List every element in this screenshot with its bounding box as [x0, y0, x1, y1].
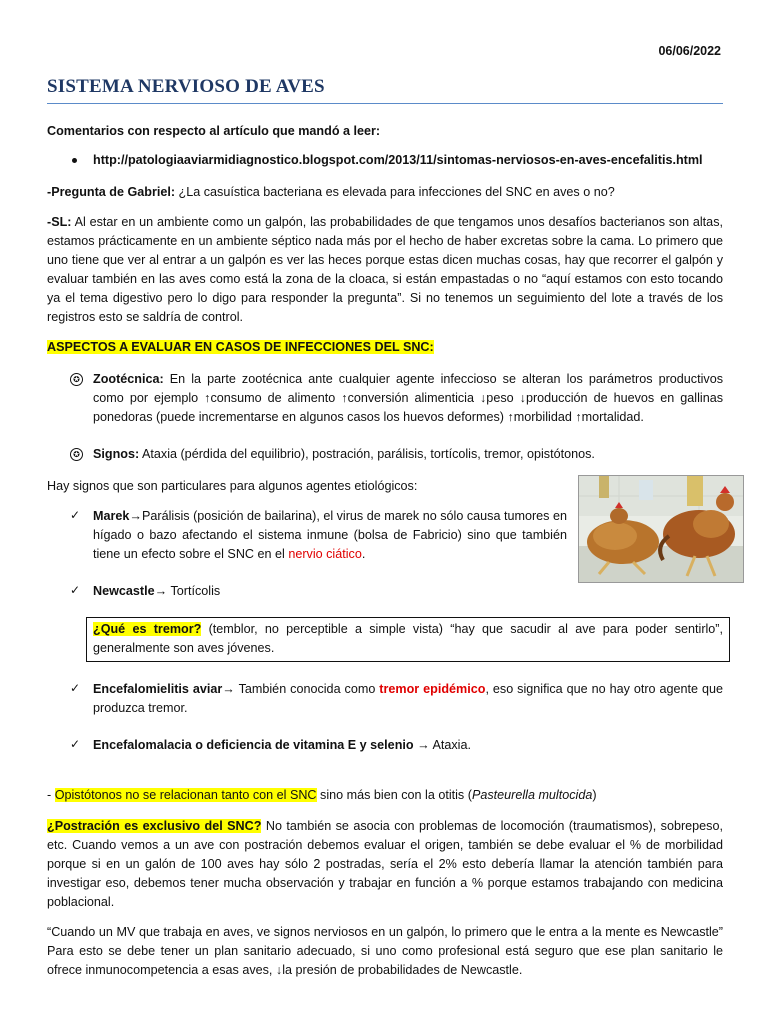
comments-heading: Comentarios con respecto al artículo que mandó a leer:: [47, 124, 381, 138]
signos-item: [93, 445, 723, 464]
pasteurella-term: Pasteurella multocida: [471, 788, 593, 802]
newcastle-text: Tortícolis: [167, 584, 221, 598]
chickens-photo: [578, 475, 744, 583]
checkmark-icon: ✓: [70, 508, 81, 522]
signos-text: Ataxia (pérdida del equilibrio), postración, parálisis, tortícolis, tremor, opistótonos.: [139, 447, 595, 461]
marek-text: Parálisis (posición de bailarina), el virus de marek no sólo causa tumores en hígado o bazo afectando el sistema inmune (bolsa de Fabricio) sino que también tiene un efecto sobre el SNC en el: [93, 509, 567, 561]
marek-red-term: nervio ciático: [288, 547, 362, 561]
tremor-definition-box: [86, 617, 730, 662]
newcastle-label: Newcastle: [93, 584, 155, 598]
document-date: 06/06/2022: [658, 44, 721, 58]
checkmark-icon: ✓: [70, 681, 81, 695]
zootecnica-text: En la parte zootécnica ante cualquier agente infeccioso se alteran los parámetros productivos como por ejemplo ↑consumo de alimento ↑conversión alimenticia ↓peso ↓producción de huevos en gallinas ponedoras (puede incrementarse en algunos casos los huevos deformes) ↑morbilidad ↑mortalidad.: [93, 372, 723, 424]
bullet-dot-icon: [72, 158, 77, 163]
encefalomalacia-item: Encefalomalacia o deficiencia de vitamina E y selenio → Ataxia.: [93, 738, 471, 752]
postracion-label: ¿Postración es exclusivo del SNC?: [47, 819, 262, 833]
particular-signs-text: Hay signos que son particulares para algunos agentes etiológicos:: [47, 479, 418, 493]
encefalomalacia-label: Encefalomalacia o deficiencia de vitamina E y selenio: [93, 738, 414, 752]
postracion-paragraph: [47, 817, 723, 912]
answer-label: -SL:: [47, 215, 72, 229]
opistotonos-paragraph: - Opistótonos no se relacionan tanto con el SNC sino más bien con la otitis (Pasteurella multocida): [47, 788, 597, 802]
document-title: SISTEMA NERVIOSO DE AVES: [47, 76, 723, 104]
marek-item: Marek→Parálisis (posición de bailarina), el virus de marek no sólo causa tumores en hígado o bazo afectando el sistema inmune (bolsa de Fabricio) sino que también tiene un efecto sobre el SNC en el nervio ciático.: [93, 509, 567, 561]
star-bullet-icon: ✪: [70, 448, 83, 461]
encefalomielitis-label: Encefalomielitis aviar: [93, 682, 223, 696]
question-paragraph: [47, 183, 723, 202]
zootecnica-label: Zootécnica:: [93, 372, 164, 386]
checkmark-icon: ✓: [70, 583, 81, 597]
answer-paragraph: [47, 213, 723, 327]
signos-label: Signos:: [93, 447, 140, 461]
article-link[interactable]: http://patologiaaviarmidiagnostico.blogspot.com/2013/11/sintomas-nerviosos-en-aves-encefalitis.html: [93, 153, 703, 167]
postracion-text: No también se asocia con problemas de locomoción (traumatismos), sobrepeso, etc. Cuando vemos a un ave con postración debemos evaluar el origen, también se debe evaluar el % de morbilidad porque si en un galón de 100 aves hay sólo 2 postradas, sería el 2% esto debería llamar la atención también para investigar eso, debemos tener mucha observación y trabajar en función a % porque estamos trabajando con medicina poblacional.: [47, 819, 723, 909]
tremor-text: (temblor, no perceptible a simple vista) “hay que sacudir al ave para poder sentirlo”, generalmente son aves jóvenes.: [93, 622, 724, 655]
checkmark-icon: ✓: [70, 737, 81, 751]
zootecnica-item: [93, 370, 723, 427]
answer-text: Al estar en un ambiente como un galpón, las probabilidades de que tengamos unos desafíos bacterianos son altas, estamos prácticamente en un ambiente séptico nada más por el hecho de haber excretas sobre la cama. Lo primero que uno tiene que ver al entrar a un galpón es ver las heces porque estas dicen muchas cosas, hay que recorrer el galpón y evaluar también en las aves como está la zona de la cloaca, si están empastadas o no “aquí estamos con esto tocando ya el tema digestivo pero lo digo para responder la pregunta”. Si no tenemos un seguimiento del lote a través de los registros esto se saldría de control.: [47, 215, 723, 324]
tremor-epidemico-term: tremor epidémico: [379, 682, 486, 696]
question-text: ¿La casuística bacteriana es elevada para infecciones del SNC en aves o no?: [175, 185, 615, 199]
marek-label: Marek: [93, 509, 130, 523]
tremor-label: ¿Qué es tremor?: [93, 622, 202, 636]
encefalomielitis-item: Encefalomielitis aviar→ También conocida como tremor epidémico, eso significa que no hay otro agente que produzca tremor.: [93, 682, 723, 715]
question-label: -Pregunta de Gabriel:: [47, 185, 176, 199]
newcastle-item: Newcastle→ Tortícolis: [93, 584, 221, 598]
opistotonos-highlight: Opistótonos no se relacionan tanto con el SNC: [54, 788, 317, 802]
aspects-heading: ASPECTOS A EVALUAR EN CASOS DE INFECCIONES DEL SNC:: [47, 340, 434, 354]
closing-paragraph: “Cuando un MV que trabaja en aves, ve signos nerviosos en un galpón, lo primero que le entra a la mente es Newcastle” Para esto se debe tener un plan sanitario adecuado, si uno como profesional está seguro que ese plan sanitario le ofrece inmunocompetencia a esas aves, ↓la presión de probabilidades de Newcastle.: [47, 925, 723, 977]
star-bullet-icon: ✪: [70, 373, 83, 386]
